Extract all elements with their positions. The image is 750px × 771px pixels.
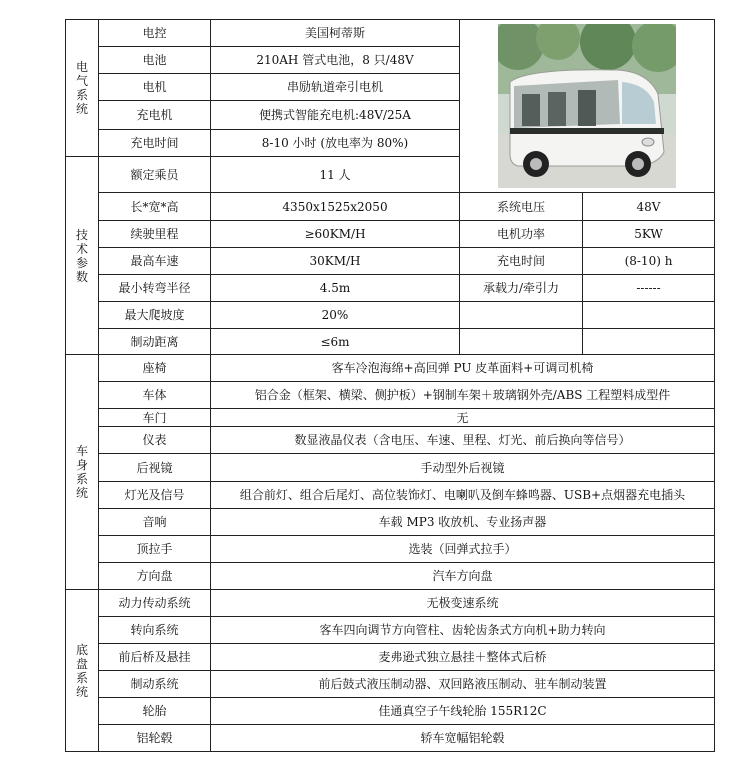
row-value: 客车四向调节方向管柱、齿轮齿条式方向机+助力转向: [211, 617, 715, 644]
row-label: 制动系统: [99, 671, 211, 698]
row-value-2: 48V: [583, 193, 715, 221]
row-value: 8-10 小时 (放电率为 80%): [211, 130, 460, 157]
empty-cell: [583, 302, 715, 329]
row-value: 前后鼓式液压制动器、双回路液压制动、驻车制动装置: [211, 671, 715, 698]
row-label-2: 充电时间: [460, 248, 583, 275]
row-value: 30KM/H: [211, 248, 460, 275]
row-label: 电控: [99, 20, 211, 47]
row-value: 选装（回弹式拉手）: [211, 536, 715, 563]
row-label-2: 系统电压: [460, 193, 583, 221]
row-label: 车体: [99, 382, 211, 409]
row-label: 仪表: [99, 427, 211, 454]
row-label: 车门: [99, 409, 211, 427]
product-photo: [460, 20, 715, 193]
row-label: 后视镜: [99, 454, 211, 482]
section-chassis: 底 盘 系 统: [66, 590, 99, 752]
section-electrical: 电 气 系 统: [66, 20, 99, 157]
row-value: 佳通真空子午线轮胎 155R12C: [211, 698, 715, 725]
section-body: 车 身 系 统: [66, 355, 99, 590]
row-value: 无极变速系统: [211, 590, 715, 617]
cart-image: [498, 24, 676, 188]
empty-cell: [460, 329, 583, 355]
row-value: 铝合金（框架、横梁、侧护板）+钢制车架＋玻璃钢外壳/ABS 工程塑料成型件: [211, 382, 715, 409]
row-label: 最小转弯半径: [99, 275, 211, 302]
row-label-2: 承载力/牵引力: [460, 275, 583, 302]
row-value: 11 人: [211, 157, 460, 193]
row-value: 汽车方向盘: [211, 563, 715, 590]
row-label: 制动距离: [99, 329, 211, 355]
row-label: 最高车速: [99, 248, 211, 275]
row-value: 轿车宽幅铝轮毂: [211, 725, 715, 752]
row-label: 顶拉手: [99, 536, 211, 563]
row-label: 前后桥及悬挂: [99, 644, 211, 671]
row-value: 串励轨道牵引电机: [211, 74, 460, 101]
section-technical: 技 术 参 数: [66, 157, 99, 355]
row-label: 最大爬坡度: [99, 302, 211, 329]
row-value: ≤6m: [211, 329, 460, 355]
row-label-2: 电机功率: [460, 221, 583, 248]
row-label: 方向盘: [99, 563, 211, 590]
row-value: 麦弗逊式独立悬挂＋整体式后桥: [211, 644, 715, 671]
empty-cell: [583, 329, 715, 355]
empty-cell: [460, 302, 583, 329]
row-value-2: (8-10) h: [583, 248, 715, 275]
row-value-2: 5KW: [583, 221, 715, 248]
row-value: 4.5m: [211, 275, 460, 302]
row-label: 座椅: [99, 355, 211, 382]
row-label: 充电时间: [99, 130, 211, 157]
row-label: 电池: [99, 47, 211, 74]
row-label: 灯光及信号: [99, 482, 211, 509]
row-label: 动力传动系统: [99, 590, 211, 617]
row-label: 长*宽*高: [99, 193, 211, 221]
row-value: 客车冷泡海绵+高回弹 PU 皮革面料+可调司机椅: [211, 355, 715, 382]
row-value: 组合前灯、组合后尾灯、高位装饰灯、电喇叭及倒车蜂鸣器、USB+点烟器充电插头: [211, 482, 715, 509]
row-value: ≥60KM/H: [211, 221, 460, 248]
row-label: 续驶里程: [99, 221, 211, 248]
row-label: 轮胎: [99, 698, 211, 725]
row-value-2: ------: [583, 275, 715, 302]
row-value: 手动型外后视镜: [211, 454, 715, 482]
spec-table: [65, 19, 715, 752]
row-label: 铝轮毂: [99, 725, 211, 752]
row-value: 210AH 管式电池，8 只/48V: [211, 47, 460, 74]
row-value: 美国柯蒂斯: [211, 20, 460, 47]
row-label: 额定乘员: [99, 157, 211, 193]
row-label: 电机: [99, 74, 211, 101]
row-value: 20%: [211, 302, 460, 329]
row-value: 便携式智能充电机:48V/25A: [211, 101, 460, 130]
row-label: 充电机: [99, 101, 211, 130]
row-label: 音响: [99, 509, 211, 536]
row-value: 4350x1525x2050: [211, 193, 460, 221]
row-value: 数显液晶仪表（含电压、车速、里程、灯光、前后换向等信号）: [211, 427, 715, 454]
row-value: 车载 MP3 收放机、专业扬声器: [211, 509, 715, 536]
row-value: 无: [211, 409, 715, 427]
row-label: 转向系统: [99, 617, 211, 644]
